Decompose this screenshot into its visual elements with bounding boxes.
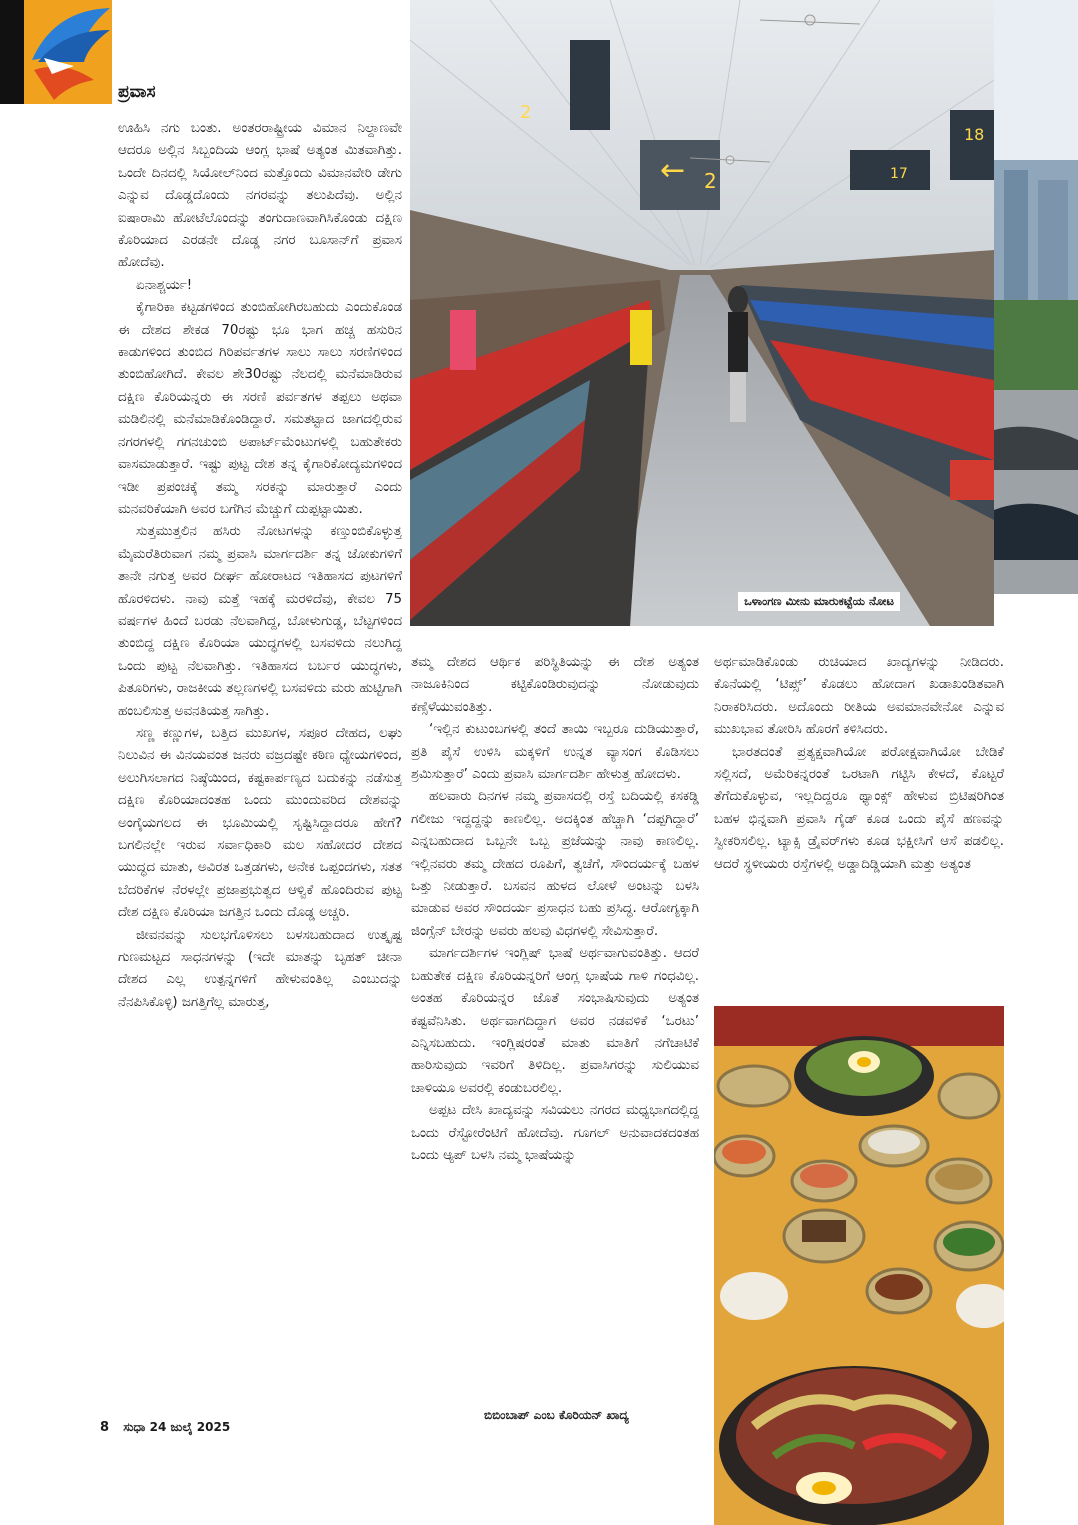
market-sign-number: 2 bbox=[704, 169, 717, 193]
market-photo-caption: ಒಳಾಂಗಣ ಮೀನು ಮಾರುಕಟ್ಟೆಯ ನೋಟ bbox=[738, 592, 900, 611]
city-photo bbox=[994, 0, 1078, 594]
market-sign-arrow-icon: ← bbox=[660, 153, 686, 188]
article-column-2 bbox=[411, 652, 699, 1400]
section-label: ಪ್ರವಾಸ bbox=[118, 82, 156, 102]
page-number: 8 bbox=[100, 1420, 110, 1435]
market-sign-number: 17 bbox=[890, 166, 908, 182]
fish-market-illustration bbox=[410, 0, 994, 626]
page-footer bbox=[100, 1420, 230, 1435]
magazine-logo bbox=[0, 0, 112, 104]
city-illustration bbox=[994, 0, 1078, 594]
paragraph: ಅರ್ಥಮಾಡಿಕೊಂಡು ರುಚಿಯಾದ ಖಾದ್ಯಗಳನ್ನು ನೀಡಿದರು. ಕೊನೆಯಲ್ಲಿ ‘ಟಿಪ್ಸ್’ ಕೊಡಲು ಹೋದಾಗ ಖಡಾಖಂಡಿತವಾಗಿ ನಿರಾಕರಿಸಿದರು. ಅದೊಂದು ರೀತಿಯ ಅವಮಾನವೇನೋ ಎನ್ನುವ ಮುಖಭಾವ ತೋರಿಸಿ ಹೊರಗೆ ಕಳಿಸಿದರು. bbox=[714, 655, 1004, 738]
paragraph: ಭಾರತದಂತೆ ಪ್ರತ್ಯಕ್ಷವಾಗಿಯೋ ಪರೋಕ್ಷವಾಗಿಯೋ ಬೇಡಿಕೆ ಸಲ್ಲಿಸದೆ, ಅಮೆರಿಕನ್ನರಂತೆ ಒರಟಾಗಿ ಗಟ್ಟಿಸಿ ಕೇಳದೆ, ಕೊಟ್ಟರೆ ತೆಗೆದುಕೊಳ್ಳುವ, ಇಲ್ಲದಿದ್ದರೂ ಥ್ಯಾಂಕ್ಸ್ ಹೇಳುವ ಬ್ರಿಟಿಷರಿಗಿಂತ ಬಹಳ ಭಿನ್ನವಾಗಿ ಪ್ರವಾಸಿ ಗೈಡ್ ಕೂಡ ಒಂದು ಪೈಸೆ ಹಣವನ್ನು ಸ್ವೀಕರಿಸಲಿಲ್ಲ. ಟ್ಯಾಕ್ಸಿ ಡ್ರೈವರ್‌ಗಳು ಕೂಡ ಭಕ್ಷೀಸಿಗೆ ಆಸೆ ಪಡಲಿಲ್ಲ. ಆದರೆ ಸ್ಥಳೀಯರು ರಸ್ತೆಗಳಲ್ಲಿ ಅಡ್ಡಾದಿಡ್ಡಿಯಾಗಿ ಮತ್ತು ಅತ್ಯಂತ bbox=[714, 744, 1004, 872]
paragraph: ತಮ್ಮ ದೇಶದ ಆರ್ಥಿಕ ಪರಿಸ್ಥಿತಿಯನ್ನು ಈ ದೇಶ ಅತ್ಯಂತ ನಾಜೂಕಿನಿಂದ ಕಟ್ಟಿಕೊಂಡಿರುವುದನ್ನು ನೋಡುವುದು ಕಣ್ಸೆಳೆಯುವಂತಿತ್ತು. bbox=[411, 655, 699, 715]
market-sign-number: 2 bbox=[520, 102, 532, 123]
paragraph: ಸುತ್ತಮುತ್ತಲಿನ ಹಸಿರು ನೋಟಗಳನ್ನು ಕಣ್ತುಂಬಿಕೊಳ್ಳುತ್ತ ಮೈಮರೆತಿರುವಾಗ ನಮ್ಮ ಪ್ರವಾಸಿ ಮಾರ್ಗದರ್ಶಿ ತನ್ನ ಜೋಕುಗಳಿಗೆ ತಾನೇ ನಗುತ್ತ ಅವರ ದೀರ್ಘ ಹೋರಾಟದ ಇತಿಹಾಸದ ಪುಟಗಳಿಗೆ ಹೊರಳಿದಳು. ನಾವು ಮತ್ತೆ ಇಹಕ್ಕೆ ಮರಳಿದೆವು, ಕೇವಲ 75 ವರ್ಷಗಳ ಹಿಂದೆ ಬರಡು ನೆಲವಾಗಿದ್ದ, ಬೋಳುಗುಡ್ಡ, ಬೆಟ್ಟಗಳಿಂದ ತುಂಬಿದ್ದ ದಕ್ಷಿಣ ಕೊರಿಯಾ ಯುದ್ಧಗಳಲ್ಲಿ ಬಸವಳಿದು ನಲುಗಿದ್ದ ಒಂದು ಪುಟ್ಟ ನೆಲವಾಗಿತ್ತು. ಇತಿಹಾಸದ ಬರ್ಬರ ಯುದ್ಧಗಳು, ಪಿತೂರಿಗಳು, ರಾಜಕೀಯ ತಲ್ಲಣಗಳಲ್ಲಿ ಬಸವಳಿದು ಮರು ಹುಟ್ಟಿಗಾಗಿ ಹಂಬಲಿಸುತ್ತ ಅವನತಿಯತ್ತ ಸಾಗಿತ್ತು. bbox=[118, 524, 402, 719]
paragraph: ಹಲವಾರು ದಿನಗಳ ನಮ್ಮ ಪ್ರವಾಸದಲ್ಲಿ ರಸ್ತೆ ಬದಿಯಲ್ಲಿ ಕಸಕಡ್ಡಿ ಗಲೀಜು ಇದ್ದದ್ದನ್ನು ಕಾಣಲಿಲ್ಲ. ಅದಕ್ಕಿಂತ ಹೆಚ್ಚಾಗಿ ‘ದಪ್ಪಗಿದ್ದಾರೆ’ ಎನ್ನಬಹುದಾದ ಒಬ್ಬನೇ ಒಬ್ಬ ಪ್ರಜೆಯನ್ನು ನಾವು ಕಾಣಲಿಲ್ಲ. ಇಲ್ಲಿನವರು ತಮ್ಮ ದೇಹದ ರೂಪಿಗೆ, ತ್ವಚೆಗೆ, ಸೌಂದರ್ಯಕ್ಕೆ ಬಹಳ ಒತ್ತು ನೀಡುತ್ತಾರೆ. ಬಸವನ ಹುಳದ ಲೋಳೆ ಅಂಟನ್ನು ಬಳಸಿ ಮಾಡುವ ಅವರ ಸೌಂದರ್ಯ ಪ್ರಸಾಧನ ಬಹು ಪ್ರಸಿದ್ಧ. ಆರೋಗ್ಯಕ್ಕಾಗಿ ಜಿಂಗ್ಸೆನ್ ಬೇರನ್ನು ಅವರು ಹಲವು ವಿಧಗಳಲ್ಲಿ ಸೇವಿಸುತ್ತಾರೆ. bbox=[411, 789, 699, 939]
paragraph: ಅಪ್ಪಟ ದೇಸಿ ಖಾದ್ಯವನ್ನು ಸವಿಯಲು ನಗರದ ಮಧ್ಯಭಾಗದಲ್ಲಿದ್ದ ಒಂದು ರೆಸ್ಟೋರೆಂಟಿಗೆ ಹೋದೆವು. ಗೂಗಲ್ ಅನುವಾದಕದಂತಹ ಒಂದು ಆ್ಯಪ್ ಬಳಸಿ ನಮ್ಮ ಭಾಷೆಯನ್ನು bbox=[411, 1103, 699, 1163]
paragraph: ‘ಇಲ್ಲಿನ ಕುಟುಂಬಗಳಲ್ಲಿ ತಂದೆ ತಾಯಿ ಇಬ್ಬರೂ ದುಡಿಯುತ್ತಾರೆ, ಪ್ರತಿ ಪೈಸೆ ಉಳಿಸಿ ಮಕ್ಕಳಿಗೆ ಉನ್ನತ ವ್ಯಾಸಂಗ ಕೊಡಿಸಲು ಶ್ರಮಿಸುತ್ತಾರೆ’ ಎಂದು ಪ್ರವಾಸಿ ಮಾರ್ಗದರ್ಶಿ ಹೇಳುತ್ತ ಹೋದಳು. bbox=[411, 722, 699, 783]
fish-market-photo bbox=[410, 0, 994, 626]
bibimbap-illustration bbox=[714, 1006, 1004, 1525]
paragraph: ಸಣ್ಣ ಕಣ್ಣುಗಳ, ಬತ್ತಿದ ಮುಖಗಳ, ಸಪೂರ ದೇಹದ, ಲಘು ನಿಲುವಿನ ಈ ವಿನಯವಂತ ಜನರು ವಜ್ರದಷ್ಟೇ ಕಠಿಣ ಧ್ಯೇಯಗಳಿಂದ, ಅಲುಗಿಸಲಾಗದ ನಿಷ್ಠೆಯಿಂದ, ಕಷ್ಟಕಾರ್ಪಣ್ಯದ ಬದುಕನ್ನು ನಡೆಸುತ್ತ ದಕ್ಷಿಣ ಕೊರಿಯಾದಂತಹ ಒಂದು ಮುಂದುವರಿದ ದೇಶವನ್ನು ಅಂಗೈಯಗಲದ ಈ ಭೂಮಿಯಲ್ಲಿ ಸೃಷ್ಟಿಸಿದ್ದಾದರೂ ಹೇಗೆ? ಬಗಲಿನಲ್ಲೇ ಇರುವ ಸರ್ವಾಧಿಕಾರಿ ಮಲ ಸಹೋದರ ದೇಶದ ಯುದ್ಧದ ಮಾತು, ಅವಿರತ ಒತ್ತಡಗಳು, ಅನೇಕ ಒಪ್ಪಂದಗಳು, ಸತತ ಬೆದರಿಕೆಗಳ ನೆರಳಲ್ಲೇ ಪ್ರಜಾಪ್ರಭುತ್ವದ ಆಳ್ವಿಕೆ ಹೊಂದಿರುವ ಪುಟ್ಟ ದೇಶ ದಕ್ಷಿಣ ಕೊರಿಯಾ ಜಗತ್ತಿನ ಒಂದು ದೊಡ್ಡ ಅಚ್ಚರಿ. bbox=[118, 725, 402, 921]
bibimbap-photo bbox=[714, 1006, 1004, 1525]
article-column-1 bbox=[118, 118, 402, 1418]
magazine-issue-date: ಸುಧಾ 24 ಜುಲೈ 2025 bbox=[123, 1420, 231, 1434]
paragraph: ಊಹಿಸಿ ನಗು ಬಂತು. ಅಂತರರಾಷ್ಟ್ರೀಯ ವಿಮಾನ ನಿಲ್ದಾಣವೇ ಆದರೂ ಅಲ್ಲಿನ ಸಿಬ್ಬಂದಿಯ ಆಂಗ್ಲ ಭಾಷೆ ಅತ್ಯಂತ ಮಿತವಾಗಿತ್ತು. ಒಂದೇ ದಿನದಲ್ಲಿ ಸಿಯೋಲ್‌ನಿಂದ ಮತ್ತೊಂದು ವಿಮಾನವೇರಿ ಡೇಗು ಎನ್ನುವ ದೊಡ್ಡದೊಂದು ನಗರವನ್ನು ತಲುಪಿದೆವು. ಅಲ್ಲಿನ ಐಷಾರಾಮಿ ಹೋಟೆಲೊಂದನ್ನು ತಂಗುದಾಣವಾಗಿಸಿಕೊಂಡು ದಕ್ಷಿಣ ಕೊರಿಯಾದ ಎರಡನೇ ದೊಡ್ಡ ನಗರ ಬೂಸಾನ್‌ಗೆ ಪ್ರವಾಸ ಹೋದೆವು. bbox=[118, 121, 402, 271]
paragraph: ಕೈಗಾರಿಕಾ ಕಟ್ಟಡಗಳಿಂದ ತುಂಬಿಹೋಗಿರಬಹುದು ಎಂದುಕೊಂಡ ಈ ದೇಶದ ಶೇಕಡ 70ರಷ್ಟು ಭೂ ಭಾಗ ಹಚ್ಚ ಹಸುರಿನ ಕಾಡುಗಳಿಂದ ತುಂಬಿದ ಗಿರಿಪರ್ವತಗಳ ಸಾಲು ಸಾಲು ಸರಣಿಗಳಿಂದ ತುಂಬಿಹೋಗಿದೆ. ಕೇವಲ ಶೇ30ರಷ್ಟು ನೆಲದಲ್ಲಿ ಮನೆಮಾಡಿರುವ ದಕ್ಷಿಣ ಕೊರಿಯನ್ನರು ಈ ಸರಣಿ ಪರ್ವತಗಳ ತಪ್ಪಲು ಅಥವಾ ಮಡಿಲಿನಲ್ಲಿ ಮನೆಮಾಡಿಕೊಂಡಿದ್ದಾರೆ. ಸಮತಟ್ಟಾದ ಜಾಗದಲ್ಲಿರುವ ನಗರಗಳಲ್ಲಿ ಗಗನಚುಂಬಿ ಅಪಾರ್ಟ್‌ಮೆಂಟುಗಳಲ್ಲಿ ಬಹುತೇಕರು ವಾಸಮಾಡುತ್ತಾರೆ. ಇಷ್ಟು ಪುಟ್ಟ ದೇಶ ತನ್ನ ಕೈಗಾರಿಕೋದ್ಯಮಗಳಿಂದ ಇಡೀ ಪ್ರಪಂಚಕ್ಕೆ ತಮ್ಮ ಸರಕನ್ನು ಮಾರುತ್ತಾರೆ ಎಂದು ಮನವರಿಕೆಯಾಗಿ ಅವರ ಬಗೆಗಿನ ಮೆಚ್ಚುಗೆ ದುಪ್ಪಟ್ಟಾಯಿತು. bbox=[118, 300, 402, 517]
bird-logo-icon bbox=[24, 0, 112, 104]
paragraph: ಮಾರ್ಗದರ್ಶಿಗಳ ಇಂಗ್ಲಿಷ್ ಭಾಷೆ ಅರ್ಥವಾಗುವಂತಿತ್ತು. ಆದರೆ ಬಹುತೇಕ ದಕ್ಷಿಣ ಕೊರಿಯನ್ನರಿಗೆ ಆಂಗ್ಲ ಭಾಷೆಯ ಗಾಳಿ ಗಂಧವಿಲ್ಲ. ಅಂತಹ ಕೊರಿಯನ್ನರ ಜೊತೆ ಸಂಭಾಷಿಸುವುದು ಅತ್ಯಂತ ಕಷ್ಟವೆನಿಸಿತು. ಅರ್ಥವಾಗದಿದ್ದಾಗ ಅವರ ನಡವಳಿಕೆ ‘ಒರಟು’ ಎನ್ನಿಸಬಹುದು. ಇಂಗ್ಲಿಷರಂತೆ ಮಾತು ಮಾತಿಗೆ ನಗೆಚಾಟಿಕೆ ಹಾರಿಸುವುದು ಇವರಿಗೆ ತಿಳಿದಿಲ್ಲ. ಪ್ರವಾಸಿಗರನ್ನು ಸುಲಿಯುವ ಚಾಳಿಯೂ ಅವರಲ್ಲಿ ಕಂಡುಬರಲಿಲ್ಲ. bbox=[411, 946, 699, 1096]
paragraph: ಏನಾಶ್ಚರ್ಯ! bbox=[136, 277, 193, 293]
market-sign-number: 18 bbox=[964, 125, 985, 144]
food-photo-caption: ಬಿಬಿಂಬಾಪ್ ಎಂಬ ಕೊರಿಯನ್ ಖಾದ್ಯ bbox=[484, 1408, 629, 1422]
article-column-3 bbox=[714, 652, 1004, 992]
paragraph: ಜೀವನವನ್ನು ಸುಲಭಗೊಳಿಸಲು ಬಳಸಬಹುದಾದ ಉತ್ಕೃಷ್ಟ ಗುಣಮಟ್ಟದ ಸಾಧನಗಳನ್ನು (ಇದೇ ಮಾತನ್ನು ಬೃಹತ್ ಚೀನಾ ದೇಶದ ಎಲ್ಲ ಉತ್ಪನ್ನಗಳಿಗೆ ಹೇಳುವಂತಿಲ್ಲ ಎಂಬುದನ್ನು ನೆನಪಿಸಿಕೊಳ್ಳಿ) ಜಗತ್ತಿಗೆಲ್ಲ ಮಾರುತ್ತ, bbox=[118, 927, 402, 1010]
